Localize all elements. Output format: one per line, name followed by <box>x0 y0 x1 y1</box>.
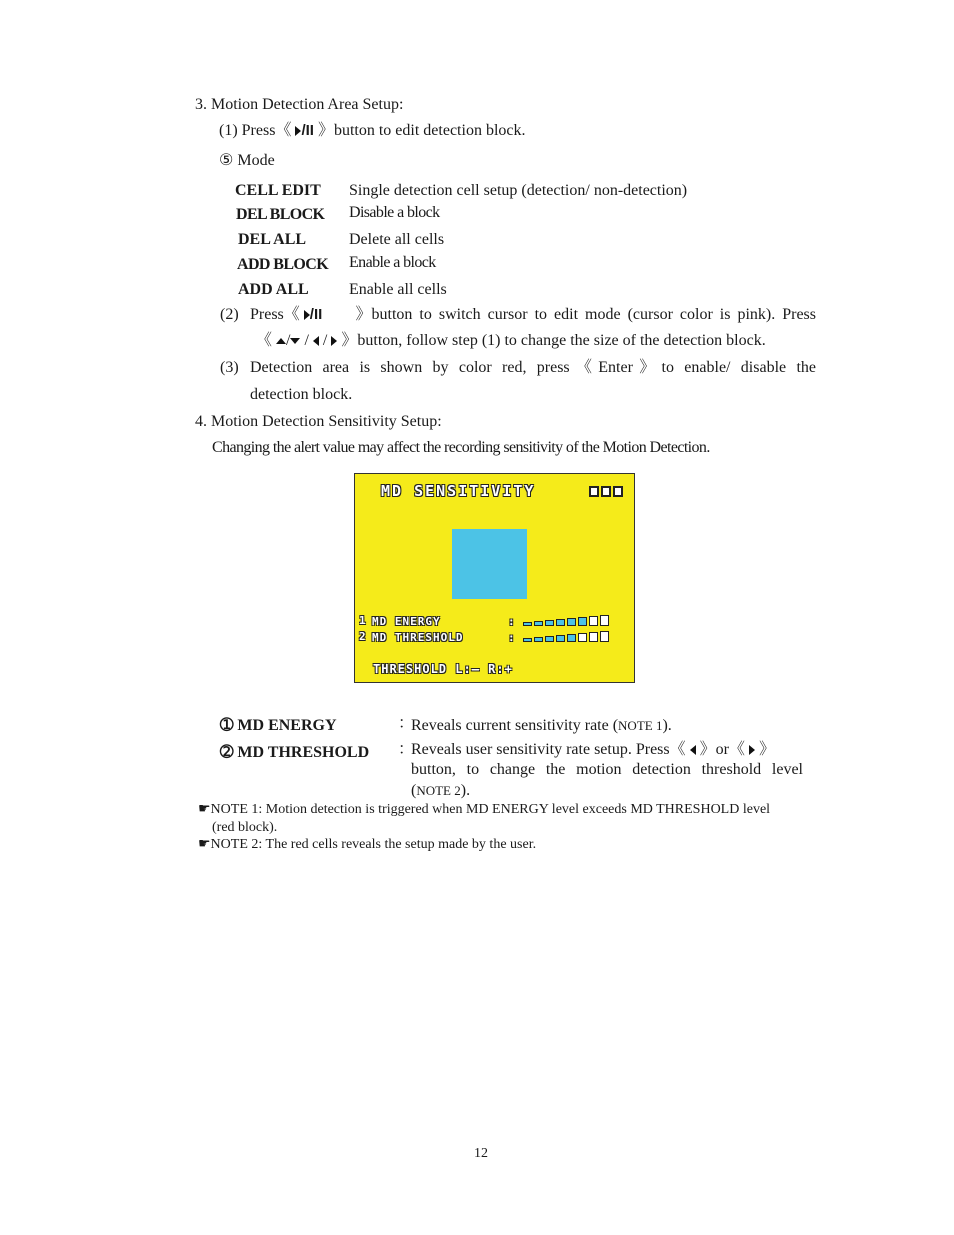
mode-name-del-all: DEL ALL <box>238 231 307 248</box>
step-3-line-1: Detection area is shown by color red, press《Enter》to enable/ disable the <box>250 359 816 376</box>
screen-title: MD SENSITIVITY <box>381 482 536 500</box>
mode-desc-add-all: Enable all cells <box>349 281 447 298</box>
left-arrow-icon <box>313 336 319 346</box>
threshold-bar <box>578 633 587 642</box>
threshold-bar <box>534 637 543 642</box>
pause-icon: /II <box>301 122 314 139</box>
threshold-bar <box>556 635 565 642</box>
note-2-ref: NOTE 2 <box>416 783 461 798</box>
right-arrow-icon <box>331 336 337 346</box>
mode-heading: ⑤ Mode <box>219 152 275 169</box>
step-2-line-1 <box>250 305 816 325</box>
box-icon <box>601 486 611 497</box>
threshold-description-line-1: Reveals user sensitivity rate setup. Press《 》or《 》 <box>411 741 775 758</box>
mode-name-cell-edit: CELL EDIT <box>235 182 321 199</box>
note-1-line-1: ☛NOTE 1: Motion detection is triggered when MD ENERGY level exceeds MD THRESHOLD level <box>198 802 771 817</box>
note-1-line-2: (red block). <box>212 820 278 835</box>
threshold-description-line-2: button, to change the motion detection threshold level <box>411 761 803 778</box>
energy-bar <box>534 621 543 626</box>
left-arrow-icon <box>690 745 696 755</box>
section-4-title: 4. Motion Detection Sensitivity Setup: <box>195 413 442 430</box>
mode-desc-del-all: Delete all cells <box>349 231 445 248</box>
energy-bar <box>589 616 598 626</box>
step-2-text: 》button to switch cursor to edit mode (cursor color is pink). Press <box>355 306 816 323</box>
energy-description: Reveals current sensitivity rate (NOTE 1). <box>411 717 672 734</box>
energy-label: MD ENERGY <box>372 615 441 628</box>
energy-number: 1 <box>359 614 366 627</box>
detection-block-preview <box>452 529 527 599</box>
energy-bar <box>523 622 532 626</box>
threshold-level-bars <box>523 631 609 642</box>
box-icon <box>613 486 623 497</box>
energy-bar <box>578 617 587 626</box>
step-1-prefix: (1) Press《 <box>219 122 292 139</box>
md-sensitivity-screen <box>354 473 635 683</box>
screen-title-boxes <box>589 486 623 497</box>
mode-desc-cell-edit: Single detection cell setup (detection/ non-detection) <box>349 182 688 199</box>
energy-bar <box>545 620 554 626</box>
section-4-intro: Changing the alert value may affect the recording sensitivity of the Motion Detection. <box>212 439 710 456</box>
step-1-suffix: 》button to edit detection block. <box>317 122 526 139</box>
threshold-bar <box>545 636 554 642</box>
threshold-colon: : <box>508 631 515 644</box>
threshold-bar <box>589 632 598 642</box>
step-2-number: (2) <box>220 306 239 323</box>
threshold-label: MD THRESHOLD <box>372 631 464 644</box>
threshold-bar <box>523 638 532 642</box>
note-2: ☛NOTE 2: The red cells reveals the setup made by the user. <box>198 837 537 852</box>
section-3-title: 3. Motion Detection Area Setup: <box>195 96 404 113</box>
mode-name-add-block: ADD BLOCK <box>237 256 329 273</box>
step-2-line-2-text: 》button, follow step (1) to change the size of the detection block. <box>341 332 766 349</box>
down-arrow-icon <box>290 338 300 344</box>
energy-term: ➀ MD ENERGY <box>220 717 337 734</box>
note-1-ref: NOTE 1 <box>618 718 663 733</box>
step-2-line-2: 《 / / / 》button, follow step (1) to change the size of the detection block. <box>256 332 766 349</box>
threshold-bar <box>567 634 576 642</box>
box-icon <box>589 486 599 497</box>
step-3-line-2: detection block. <box>250 386 353 403</box>
threshold-hint: THRESHOLD L:– R:+ <box>373 662 513 676</box>
left-angle-bracket: 《 <box>256 332 273 349</box>
threshold-description-line-3: (NOTE 2). <box>411 782 471 799</box>
threshold-colon: ： <box>398 741 415 758</box>
right-arrow-icon <box>749 745 755 755</box>
energy-colon: ： <box>398 715 415 732</box>
mode-name-del-block: DEL BLOCK <box>236 206 325 223</box>
mode-desc-del-block: Disable a block <box>349 204 440 221</box>
threshold-bar <box>600 631 609 642</box>
step-2-press: Press《 /II <box>250 306 323 323</box>
step-1 <box>219 121 526 141</box>
step-3-number: (3) <box>220 359 239 376</box>
energy-bar <box>556 619 565 626</box>
mode-desc-add-block: Enable a block <box>349 254 436 271</box>
energy-bar <box>567 618 576 626</box>
energy-bar <box>600 615 609 626</box>
energy-colon: : <box>508 615 515 628</box>
page-number: 12 <box>474 1146 488 1161</box>
pause-icon: /II <box>309 306 323 323</box>
energy-level-bars <box>523 615 609 626</box>
up-arrow-icon <box>276 338 286 344</box>
mode-name-add-all: ADD ALL <box>238 281 309 298</box>
threshold-number: 2 <box>359 630 366 643</box>
threshold-term: ➁ MD THRESHOLD <box>220 744 370 761</box>
